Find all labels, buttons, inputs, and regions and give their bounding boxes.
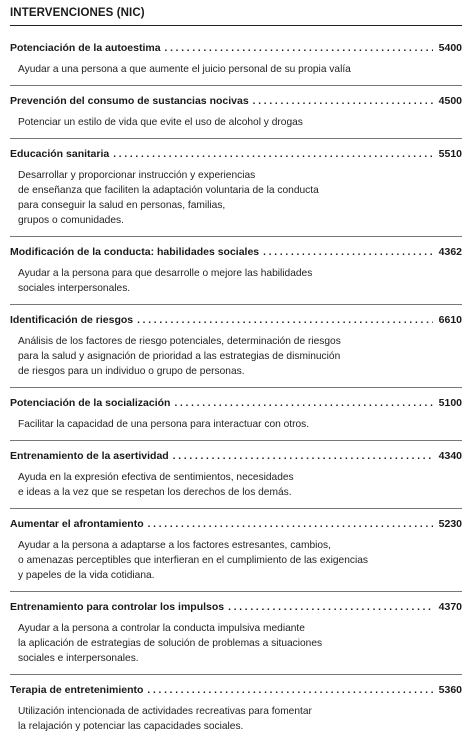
- intervention-code: 5360: [438, 684, 462, 696]
- intervention-name: Educación sanitaria: [10, 148, 110, 160]
- dot-leader: [263, 246, 432, 260]
- intervention-heading: [10, 41, 462, 56]
- intervention-entry-substance-prevention: [10, 86, 462, 139]
- intervention-description: Facilitar la capacidad de una persona para interactuar con otros.: [18, 419, 310, 430]
- intervention-description: Ayudar a la persona para que desarrolle o mejore las habilidades sociales interpersonales.: [18, 268, 313, 294]
- dot-leader: [165, 42, 433, 56]
- page-title: INTERVENCIONES (NIC): [10, 6, 462, 26]
- intervention-name: Aumentar el afrontamiento: [10, 518, 144, 530]
- intervention-name: Entrenamiento de la asertividad: [10, 450, 169, 462]
- intervention-name: Modificación de la conducta: habilidades sociales: [10, 246, 260, 258]
- intervention-code: 6610: [438, 314, 462, 326]
- intervention-description: Ayudar a la persona a controlar la conducta impulsiva mediante la aplicación de estrategias de solución de problemas a situaciones sociales e interpersonales.: [18, 623, 323, 664]
- intervention-entry-social-skills: [10, 237, 462, 305]
- intervention-entry-assertiveness: [10, 441, 462, 509]
- intervention-description: Análisis de los factores de riesgo potenciales, determinación de riesgos para la salud y asignación de prioridad a las estrategias de disminución de riesgos para un individuo o grupo de personas.: [18, 336, 341, 377]
- intervention-name: Prevención del consumo de sustancias nocivas: [10, 95, 249, 107]
- intervention-code: 5400: [438, 42, 462, 54]
- interventions-list: [10, 33, 462, 742]
- intervention-description: Ayudar a una persona a que aumente el juicio personal de su propia valía: [18, 64, 351, 75]
- intervention-name: Potenciación de la autoestima: [10, 42, 161, 54]
- intervention-code: 4370: [438, 601, 462, 613]
- intervention-description: Ayuda en la expresión efectiva de sentimientos, necesidades e ideas a la vez que se respetan los derechos de los demás.: [18, 472, 294, 498]
- intervention-code: 5100: [438, 397, 462, 409]
- dot-leader: [113, 148, 432, 162]
- intervention-name: Terapia de entretenimiento: [10, 684, 144, 696]
- intervention-code: 4500: [438, 95, 462, 107]
- intervention-name: Entrenamiento para controlar los impulsos: [10, 601, 225, 613]
- intervention-heading: [10, 245, 462, 260]
- intervention-entry-coping: [10, 509, 462, 592]
- intervention-entry-health-education: [10, 139, 462, 237]
- intervention-entry-recreation-therapy: [10, 675, 462, 742]
- dot-leader: [174, 397, 432, 411]
- intervention-description: Potenciar un estilo de vida que evite el uso de alcohol y drogas: [18, 117, 303, 128]
- dot-leader: [137, 314, 433, 328]
- intervention-description: Ayudar a la persona a adaptarse a los factores estresantes, cambios, o amenazas perceptibles que interfieran en el cumplimiento de las exigencias y papeles de la vida cotidiana.: [18, 540, 368, 581]
- intervention-code: 4362: [438, 246, 462, 258]
- dot-leader: [148, 518, 433, 532]
- intervention-name: Identificación de riesgos: [10, 314, 134, 326]
- intervention-heading: [10, 313, 462, 328]
- intervention-heading: [10, 94, 462, 109]
- intervention-heading: [10, 517, 462, 532]
- dot-leader: [228, 601, 433, 615]
- intervention-entry-self-esteem: [10, 33, 462, 86]
- intervention-entry-impulse-control: [10, 592, 462, 675]
- intervention-heading: [10, 396, 462, 411]
- intervention-entry-risk-identification: [10, 305, 462, 388]
- intervention-heading: [10, 449, 462, 464]
- intervention-heading: [10, 600, 462, 615]
- intervention-description: Desarrollar y proporcionar instrucción y experiencias de enseñanza que faciliten la adaptación voluntaria de la conducta para conseguir la salud en personas, familias, grupos o comunidades.: [18, 170, 319, 226]
- dot-leader: [253, 95, 433, 109]
- intervention-code: 5230: [438, 518, 462, 530]
- dot-leader: [173, 450, 433, 464]
- intervention-description: Utilización intencionada de actividades recreativas para fomentar la relajación y potenciar las capacidades sociales.: [18, 706, 312, 732]
- intervention-code: 5510: [438, 148, 462, 160]
- intervention-heading: [10, 147, 462, 162]
- intervention-entry-socialization: [10, 388, 462, 441]
- intervention-code: 4340: [438, 450, 462, 462]
- intervention-name: Potenciación de la socialización: [10, 397, 171, 409]
